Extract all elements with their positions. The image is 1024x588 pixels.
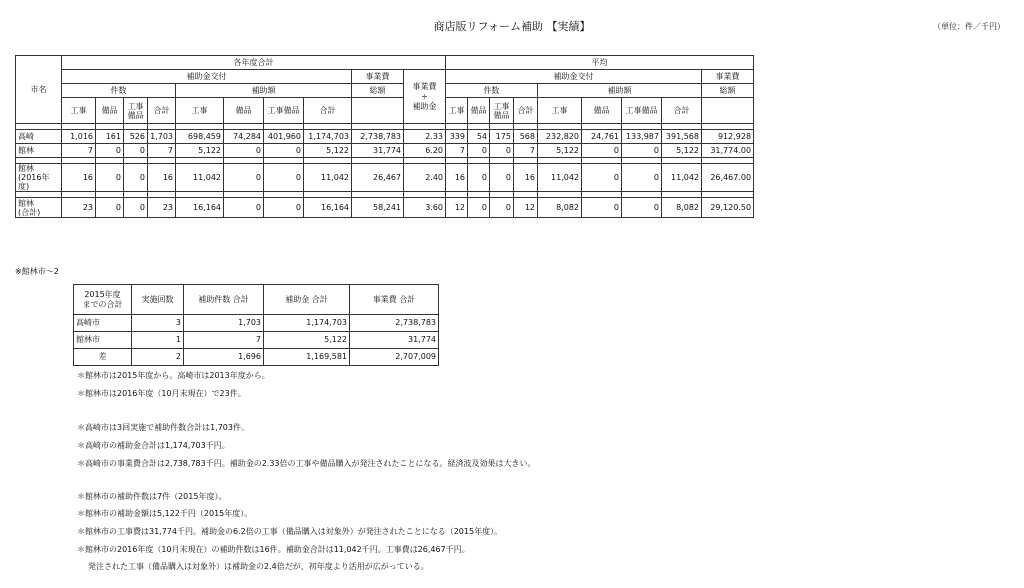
table-cell: 0 [264,164,304,192]
table-cell: 16,164 [176,198,224,218]
table-cell: 12 [514,198,538,218]
col-equip: 備品 [582,98,622,124]
table-cell: 8,082 [538,198,582,218]
summary-cell: 2 [132,349,184,366]
summary-row [74,332,439,349]
summary-cell: 2,738,783 [350,315,439,332]
table-cell: 11,042 [538,164,582,192]
table-cell: 0 [224,144,264,158]
col-total: 合計 [148,98,176,124]
summary-cell: 1 [132,332,184,349]
table-cell: 58,241 [352,198,404,218]
summary-header-cell: 補助件数 合計 [184,285,264,315]
unit-label: （単位：件／千円） [933,22,1005,31]
summary-row-label: 館林市 [74,332,132,349]
table-cell: 0 [622,198,662,218]
table-cell: 54 [468,130,490,144]
table-cell: 1,174,703 [304,130,352,144]
table-cell: 161 [96,130,124,144]
amount-header: 補助額 [176,84,352,98]
table-cell: 31,774.00 [702,144,754,158]
col-work: 工事 [538,98,582,124]
table-cell: 0 [224,164,264,192]
city-header: 市名 [16,56,62,124]
table-cell: 26,467 [352,164,404,192]
table-row [16,164,754,192]
table-cell: 0 [582,164,622,192]
table-cell: 912,928 [702,130,754,144]
summary-cell: 7 [184,332,264,349]
table-cell: 526 [124,130,148,144]
avg-subsidy-grant-header: 補助金交付 [446,70,702,84]
avg-project-cost-header: 事業費 [702,70,754,84]
bullet-item: ＊高崎市の事業費合計は2,738,783千円。補助金の2.33倍の工事や備品購入が発注されたことになる。経済波及効果は大きい。 [77,459,536,468]
summary-header-cell: 2015年度 までの合計 [74,285,132,315]
col-work: 工事 [446,98,468,124]
total-sum-header: 総額 [352,84,404,98]
table-cell: 133,987 [622,130,662,144]
col-equip: 備品 [96,98,124,124]
subsidy-grant-header: 補助金交付 [62,70,352,84]
summary-row-label: 差 [74,349,132,366]
table-cell: 24,761 [582,130,622,144]
table-cell: 698,459 [176,130,224,144]
bullet-item: ＊高崎市は3回実施で補助件数合計は1,703件。 [77,423,249,432]
summary-cell: 1,696 [184,349,264,366]
table-row [16,130,754,144]
count-header: 件数 [62,84,176,98]
table-cell: 0 [490,198,514,218]
table-cell: 175 [490,130,514,144]
bullet-item: ＊館林市の2016年度（10月末現在）の補助件数は16件。補助金合計は11,042千円。工事費は26,467千円。 [77,545,470,554]
table-cell: 11,042 [176,164,224,192]
summary-cell: 1,174,703 [264,315,350,332]
table-cell: 26,467.00 [702,164,754,192]
table-cell: 7 [62,144,96,158]
table-cell: 16,164 [304,198,352,218]
table-cell: 2,738,783 [352,130,404,144]
table-cell: 16 [62,164,96,192]
table-cell: 401,960 [264,130,304,144]
table-cell: 1,703 [148,130,176,144]
table-cell: 16 [446,164,468,192]
table-cell: 0 [582,144,622,158]
ratio-header [404,70,446,124]
table-cell: 0 [96,198,124,218]
footnote: ※館林市～2 [15,267,59,276]
summary-cell: 31,774 [350,332,439,349]
table-cell: 0 [124,164,148,192]
bullet-item: ＊館林市は2015年度から。高崎市は2013年度から。 [77,371,270,380]
summary-header-row [74,285,439,315]
table-row [16,144,754,158]
row-city-name: 館林 (合計) [16,198,62,218]
col-total: 合計 [662,98,702,124]
project-cost-header: 事業費 [352,70,404,84]
table-cell: 11,042 [662,164,702,192]
table-cell: 5,122 [304,144,352,158]
bullet-item: ＊館林市の補助件数は7件（2015年度）。 [77,492,227,501]
bullet-item: ＊館林市の工事費は31,774千円。補助金の6.2倍の工事（備品購入は対象外）が発注されたことになる（2015年度）。 [77,527,503,536]
main-table-body [16,124,754,218]
table-cell: 0 [264,144,304,158]
results-table [15,55,754,218]
group-total-header: 各年度合計 [62,56,446,70]
table-cell: 0 [468,164,490,192]
col-workequip: 工事備品 [622,98,662,124]
table-cell: 8,082 [662,198,702,218]
table-cell: 7 [148,144,176,158]
row-city-name: 高崎 [16,130,62,144]
table-cell: 0 [124,144,148,158]
table-cell: 232,820 [538,130,582,144]
avg-total-sum-header: 総額 [702,84,754,98]
table-cell: 0 [622,144,662,158]
bullet-item: ＊館林市は2016年度（10月末現在）で23件。 [77,389,246,398]
col-workequip: 工事備品 [264,98,304,124]
ratio-bot: 補助金 [412,101,437,111]
col-work: 工事 [176,98,224,124]
summary-cell: 1,169,581 [264,349,350,366]
summary-table [73,284,439,366]
bullet-item: ＊館林市の補助金額は5,122千円（2015年度）。 [77,509,253,518]
table-cell: 11,042 [304,164,352,192]
col-total: 合計 [304,98,352,124]
ratio-top: 事業費 [412,81,437,91]
col-equip: 備品 [224,98,264,124]
summary-cell: 2,707,009 [350,349,439,366]
table-cell: 0 [468,198,490,218]
table-cell: 0 [622,164,662,192]
row-city-name: 館林 [16,144,62,158]
col-equip: 備品 [468,98,490,124]
table-cell: 0 [96,164,124,192]
table-cell: 0 [264,198,304,218]
table-cell: 0 [96,144,124,158]
table-cell: 16 [148,164,176,192]
table-cell: 5,122 [538,144,582,158]
table-cell: 2.40 [404,164,446,192]
table-cell: 16 [514,164,538,192]
ratio-mid: ÷ [421,91,428,101]
summary-row [74,315,439,332]
table-cell: 1,016 [62,130,96,144]
table-cell: 3.60 [404,198,446,218]
summary-cell: 3 [132,315,184,332]
summary-header-cell: 実施回数 [132,285,184,315]
page-title: 商店版リフォーム補助 【実績】 [433,20,591,33]
table-cell: 12 [446,198,468,218]
table-cell: 0 [468,144,490,158]
table-cell: 74,284 [224,130,264,144]
summary-table-body [74,315,439,366]
col-work: 工事 [62,98,96,124]
summary-row-label: 高崎市 [74,315,132,332]
summary-header-cell: 事業費 合計 [350,285,439,315]
col-workequip: 工事備品 [490,98,514,124]
table-cell: 5,122 [662,144,702,158]
bullet-item: ＊高崎市の補助金合計は1,174,703千円。 [77,441,230,450]
table-cell: 2.33 [404,130,446,144]
summary-row [74,349,439,366]
table-cell: 31,774 [352,144,404,158]
summary-header-cell: 補助金 合計 [264,285,350,315]
summary-cell: 5,122 [264,332,350,349]
table-cell: 0 [224,198,264,218]
avg-amount-header: 補助額 [538,84,702,98]
table-cell: 7 [446,144,468,158]
row-city-name: 館林 (2016年度) [16,164,62,192]
group-avg-header: 平均 [446,56,754,70]
table-cell: 339 [446,130,468,144]
table-cell: 568 [514,130,538,144]
table-cell: 0 [124,198,148,218]
table-cell: 0 [490,164,514,192]
bullet-item: 発注された工事（備品購入は対象外）は補助金の2.4倍だが、初年度より活用が広がっている。 [88,562,429,571]
avg-count-header: 件数 [446,84,538,98]
table-cell: 7 [514,144,538,158]
summary-cell: 1,703 [184,315,264,332]
table-cell: 6.20 [404,144,446,158]
table-cell: 391,568 [662,130,702,144]
table-cell: 23 [62,198,96,218]
table-cell: 23 [148,198,176,218]
col-workequip: 工事備品 [124,98,148,124]
table-cell: 29,120.50 [702,198,754,218]
table-cell: 5,122 [176,144,224,158]
col-total: 合計 [514,98,538,124]
table-row [16,198,754,218]
empty-cell [702,98,754,124]
table-cell: 0 [582,198,622,218]
empty-cell [352,98,404,124]
table-cell: 0 [490,144,514,158]
